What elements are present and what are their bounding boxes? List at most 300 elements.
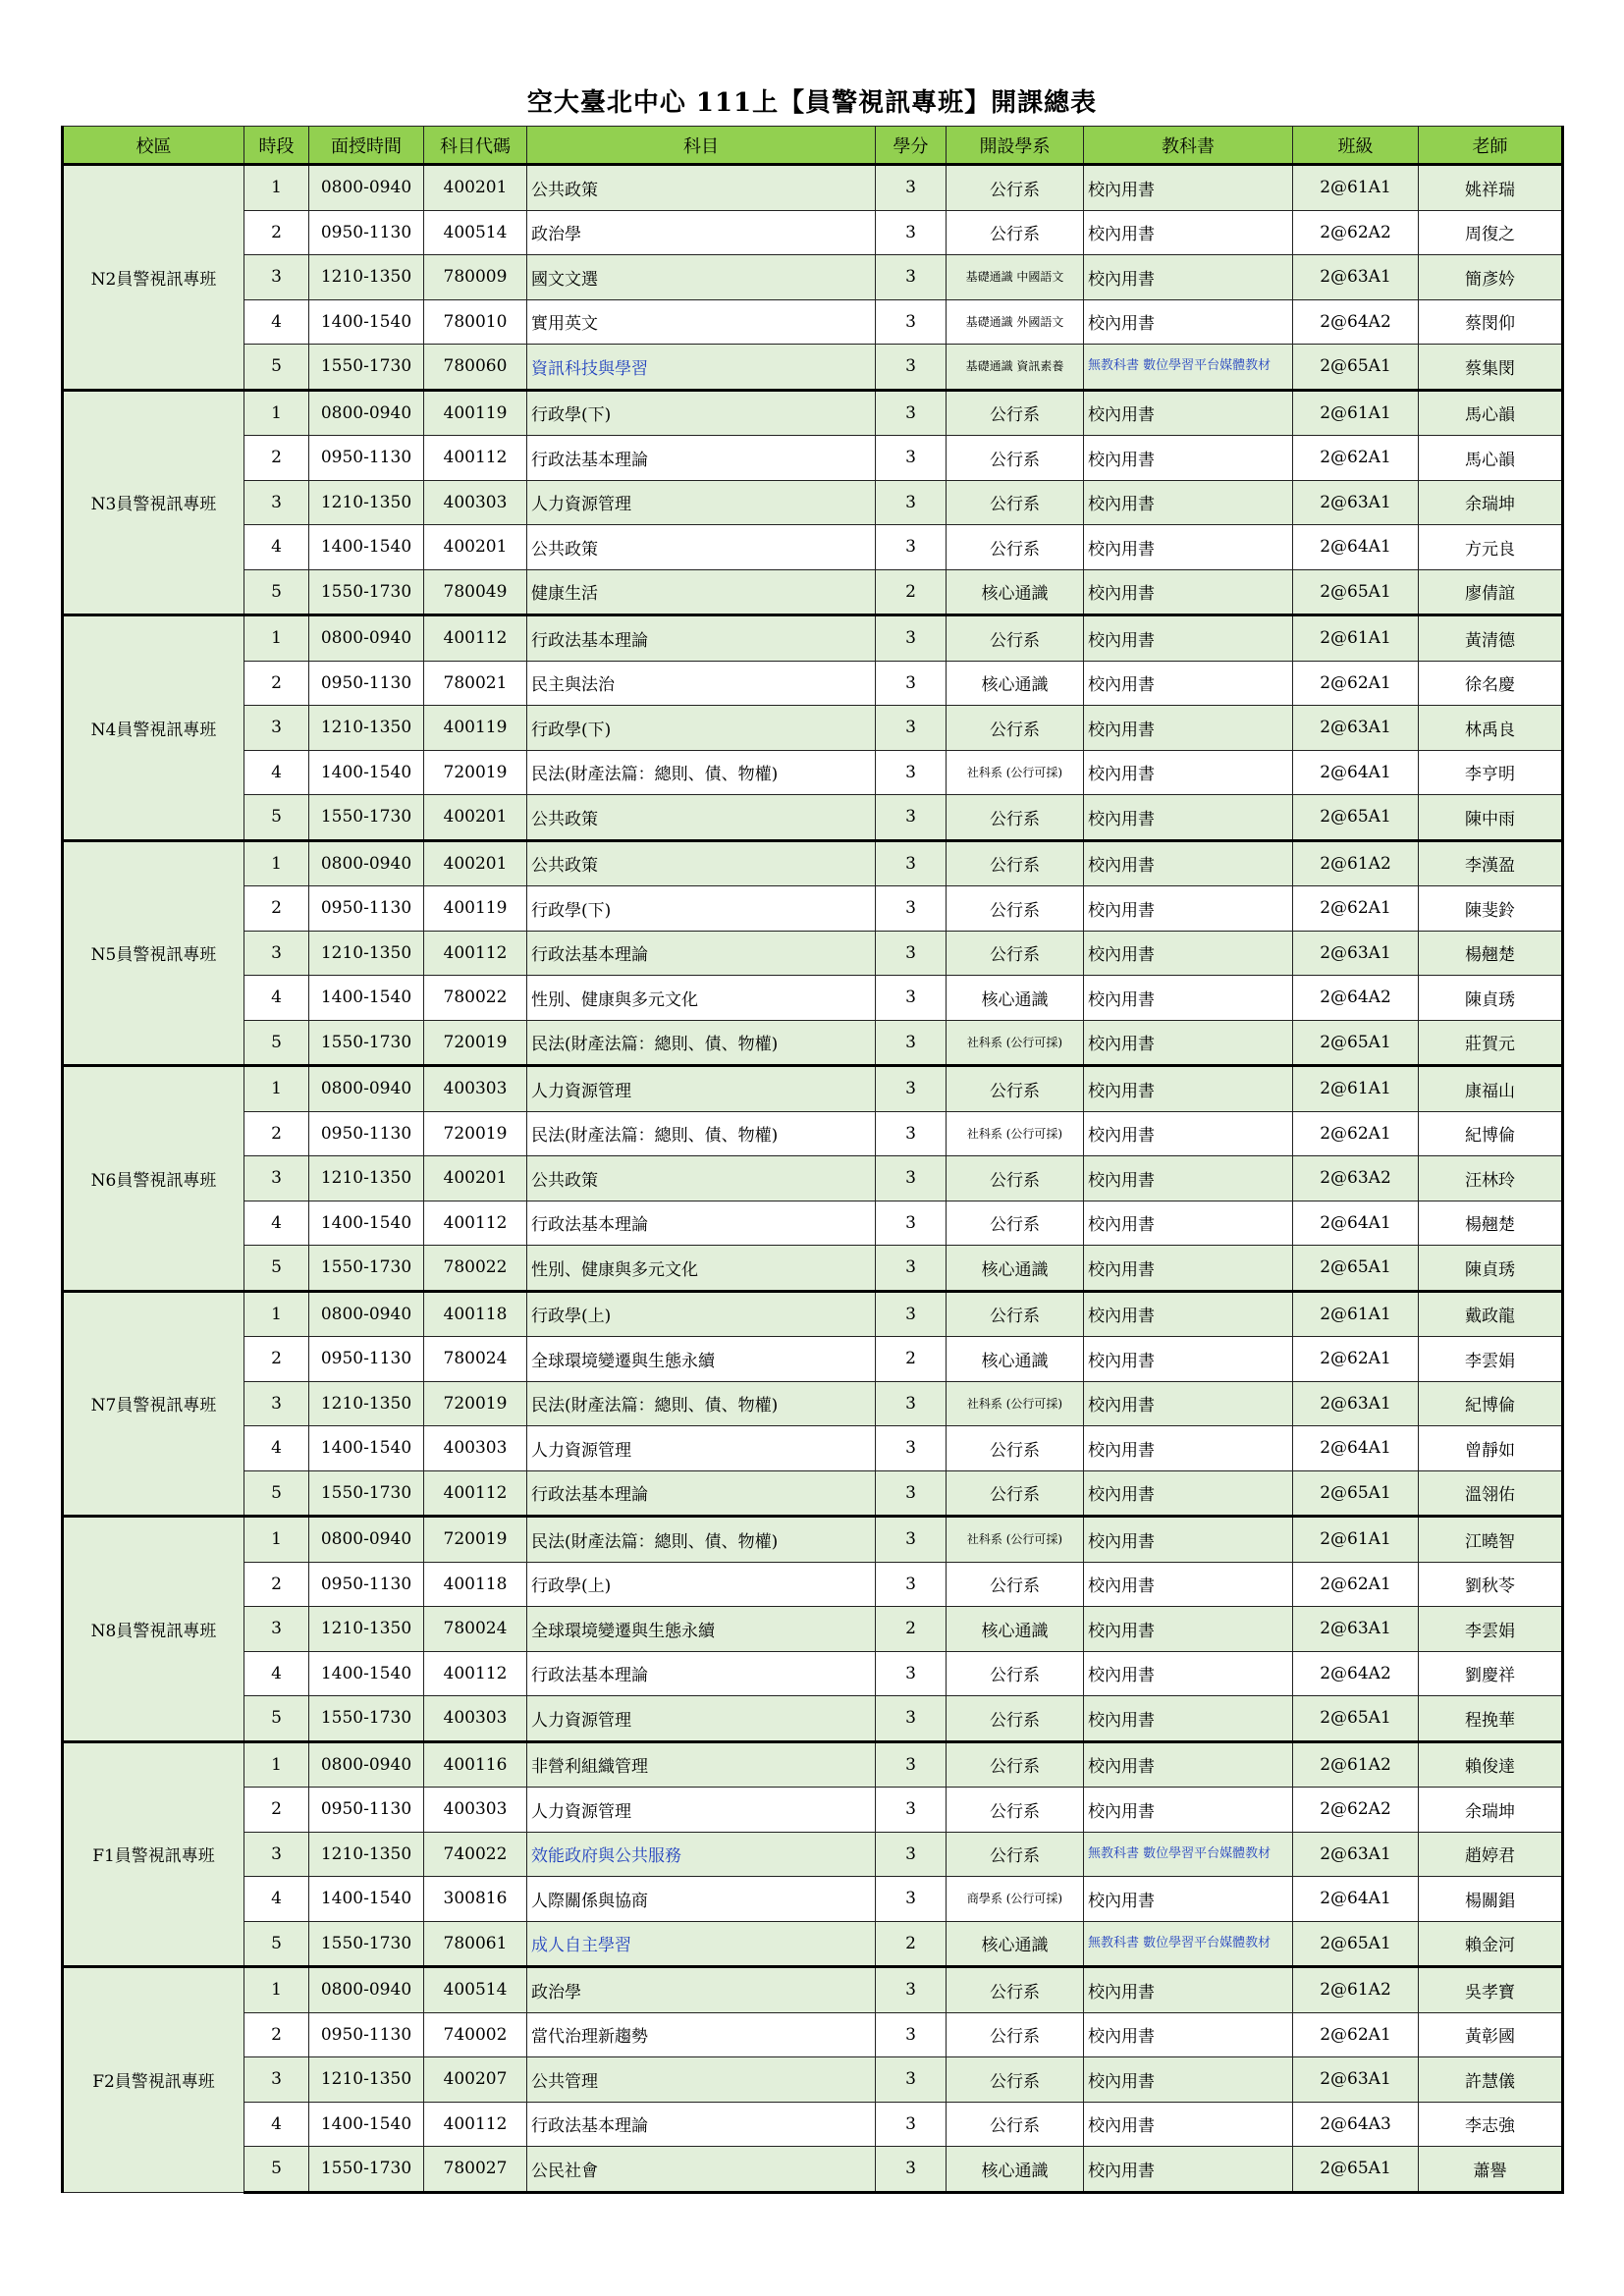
subject-cell: 民法(財產法篇：總則、債、物權): [527, 1020, 876, 1066]
campus-cell: N7員警視訊專班: [63, 1291, 244, 1517]
subject-cell: 全球環境變遷與生態永續: [527, 1337, 876, 1382]
header-class: 班級: [1293, 127, 1419, 165]
textbook-cell: 校內用書: [1084, 299, 1293, 345]
table-row: [63, 795, 1563, 841]
textbook-cell: 校內用書: [1084, 1111, 1293, 1156]
class-cell: 2@65A1: [1293, 1921, 1419, 1967]
textbook-cell: 校內用書: [1084, 931, 1293, 976]
teacher-cell: 陳貞琇: [1419, 1246, 1563, 1292]
code-cell: 400207: [424, 2057, 527, 2103]
code-cell: 720019: [424, 1020, 527, 1066]
teacher-cell: 江曉智: [1419, 1517, 1563, 1563]
credit-cell: 3: [876, 1470, 947, 1517]
credit-cell: 3: [876, 976, 947, 1021]
table-row: [63, 345, 1563, 391]
schedule-table: [61, 126, 1564, 2194]
teacher-cell: 李雲娟: [1419, 1607, 1563, 1652]
code-cell: 780027: [424, 2147, 527, 2193]
teacher-cell: 陳中雨: [1419, 795, 1563, 841]
table-row: [63, 1246, 1563, 1292]
code-cell: 400119: [424, 390, 527, 436]
header-campus: 校區: [63, 127, 244, 165]
campus-group: [63, 1967, 1563, 2193]
teacher-cell: 方元良: [1419, 525, 1563, 570]
teacher-cell: 汪林玲: [1419, 1156, 1563, 1201]
time-cell: 0800-0940: [309, 1967, 424, 2013]
textbook-cell: 校內用書: [1084, 1517, 1293, 1563]
dept-cell: 商學系 (公行可採): [947, 1877, 1084, 1922]
code-cell: 400112: [424, 615, 527, 662]
table-row: [63, 1517, 1563, 1563]
textbook-cell: 校內用書: [1084, 436, 1293, 481]
class-cell: 2@65A1: [1293, 2147, 1419, 2193]
header-teacher: 老師: [1419, 127, 1563, 165]
textbook-cell: 校內用書: [1084, 2057, 1293, 2103]
teacher-cell: 紀博倫: [1419, 1111, 1563, 1156]
code-cell: 720019: [424, 1517, 527, 1563]
table-row: [63, 1832, 1563, 1877]
teacher-cell: 李雲娟: [1419, 1337, 1563, 1382]
slot-cell: 2: [244, 1111, 309, 1156]
credit-cell: 3: [876, 2102, 947, 2147]
slot-cell: 2: [244, 1788, 309, 1833]
subject-cell: 民主與法治: [527, 661, 876, 706]
credit-cell: 2: [876, 569, 947, 615]
class-cell: 2@63A1: [1293, 255, 1419, 300]
table-row: [63, 2057, 1563, 2103]
header-credit: 學分: [876, 127, 947, 165]
table-row: [63, 1111, 1563, 1156]
teacher-cell: 許慧儀: [1419, 2057, 1563, 2103]
subject-cell: 人際關係與協商: [527, 1877, 876, 1922]
table-row: [63, 1651, 1563, 1696]
teacher-cell: 楊翹楚: [1419, 1201, 1563, 1246]
code-cell: 400201: [424, 1156, 527, 1201]
code-cell: 780049: [424, 569, 527, 615]
textbook-cell: 校內用書: [1084, 2102, 1293, 2147]
dept-cell: 公行系: [947, 706, 1084, 751]
dept-cell: 社科系 (公行可採): [947, 750, 1084, 795]
credit-cell: 3: [876, 1426, 947, 1471]
credit-cell: 3: [876, 1517, 947, 1563]
credit-cell: 3: [876, 1562, 947, 1607]
teacher-cell: 吳孝寶: [1419, 1967, 1563, 2013]
teacher-cell: 簡彥妗: [1419, 255, 1563, 300]
slot-cell: 2: [244, 1337, 309, 1382]
dept-cell: 公行系: [947, 1562, 1084, 1607]
credit-cell: 2: [876, 1921, 947, 1967]
teacher-cell: 賴俊達: [1419, 1741, 1563, 1788]
time-cell: 1400-1540: [309, 976, 424, 1021]
class-cell: 2@64A3: [1293, 2102, 1419, 2147]
slot-cell: 3: [244, 2057, 309, 2103]
teacher-cell: 周復之: [1419, 210, 1563, 255]
time-cell: 1550-1730: [309, 795, 424, 841]
dept-cell: 核心通識: [947, 2147, 1084, 2193]
code-cell: 400201: [424, 165, 527, 211]
dept-cell: 核心通識: [947, 1337, 1084, 1382]
teacher-cell: 賴金河: [1419, 1921, 1563, 1967]
dept-cell: 公行系: [947, 480, 1084, 525]
subject-cell: 行政法基本理論: [527, 2102, 876, 2147]
campus-cell: N5員警視訊專班: [63, 840, 244, 1066]
slot-cell: 4: [244, 525, 309, 570]
code-cell: 780060: [424, 345, 527, 391]
subject-cell: 行政法基本理論: [527, 436, 876, 481]
code-cell: 400112: [424, 2102, 527, 2147]
time-cell: 1400-1540: [309, 1426, 424, 1471]
table-row: [63, 1921, 1563, 1967]
textbook-cell: 校內用書: [1084, 1291, 1293, 1337]
class-cell: 2@65A1: [1293, 569, 1419, 615]
dept-cell: 基礎通識 中國語文: [947, 255, 1084, 300]
subject-cell: 資訊科技與學習: [527, 345, 876, 391]
campus-group: [63, 615, 1563, 841]
subject-cell: 行政法基本理論: [527, 1470, 876, 1517]
dept-cell: 公行系: [947, 1967, 1084, 2013]
teacher-cell: 康福山: [1419, 1066, 1563, 1112]
time-cell: 1210-1350: [309, 1607, 424, 1652]
time-cell: 1210-1350: [309, 1381, 424, 1426]
campus-cell: N4員警視訊專班: [63, 615, 244, 841]
dept-cell: 公行系: [947, 1156, 1084, 1201]
slot-cell: 3: [244, 480, 309, 525]
credit-cell: 2: [876, 1607, 947, 1652]
class-cell: 2@65A1: [1293, 795, 1419, 841]
textbook-cell: 校內用書: [1084, 1967, 1293, 2013]
slot-cell: 3: [244, 1156, 309, 1201]
dept-cell: 公行系: [947, 1696, 1084, 1742]
slot-cell: 4: [244, 2102, 309, 2147]
dept-cell: 社科系 (公行可採): [947, 1381, 1084, 1426]
subject-cell: 全球環境變遷與生態永續: [527, 1607, 876, 1652]
slot-cell: 5: [244, 1921, 309, 1967]
teacher-cell: 劉慶祥: [1419, 1651, 1563, 1696]
code-cell: 400112: [424, 1470, 527, 1517]
textbook-cell: 校內用書: [1084, 1562, 1293, 1607]
class-cell: 2@65A1: [1293, 1020, 1419, 1066]
class-cell: 2@61A1: [1293, 615, 1419, 662]
campus-group: [63, 1291, 1563, 1517]
slot-cell: 4: [244, 299, 309, 345]
teacher-cell: 劉秋苓: [1419, 1562, 1563, 1607]
table-row: [63, 1562, 1563, 1607]
table-row: [63, 661, 1563, 706]
credit-cell: 3: [876, 165, 947, 211]
credit-cell: 3: [876, 2147, 947, 2193]
time-cell: 1210-1350: [309, 480, 424, 525]
credit-cell: 3: [876, 661, 947, 706]
subject-cell: 人力資源管理: [527, 1788, 876, 1833]
subject-cell: 政治學: [527, 1967, 876, 2013]
teacher-cell: 趙婷君: [1419, 1832, 1563, 1877]
textbook-cell: 校內用書: [1084, 795, 1293, 841]
teacher-cell: 余瑞坤: [1419, 480, 1563, 525]
table-row: [63, 2147, 1563, 2193]
teacher-cell: 黃清德: [1419, 615, 1563, 662]
class-cell: 2@62A1: [1293, 886, 1419, 932]
campus-group: [63, 1066, 1563, 1292]
time-cell: 0800-0940: [309, 1066, 424, 1112]
table-row: [63, 1741, 1563, 1788]
campus-group: [63, 1517, 1563, 1742]
subject-cell: 公共政策: [527, 795, 876, 841]
table-row: [63, 2012, 1563, 2057]
dept-cell: 公行系: [947, 1651, 1084, 1696]
time-cell: 1210-1350: [309, 2057, 424, 2103]
class-cell: 2@64A1: [1293, 1426, 1419, 1471]
campus-group: [63, 165, 1563, 391]
slot-cell: 1: [244, 165, 309, 211]
slot-cell: 3: [244, 1607, 309, 1652]
subject-cell: 公共政策: [527, 165, 876, 211]
slot-cell: 1: [244, 840, 309, 886]
subject-cell: 實用英文: [527, 299, 876, 345]
credit-cell: 3: [876, 436, 947, 481]
time-cell: 1400-1540: [309, 2102, 424, 2147]
time-cell: 1210-1350: [309, 255, 424, 300]
class-cell: 2@64A1: [1293, 750, 1419, 795]
table-row: [63, 1877, 1563, 1922]
header-slot: 時段: [244, 127, 309, 165]
time-cell: 1550-1730: [309, 1246, 424, 1292]
slot-cell: 3: [244, 1381, 309, 1426]
dept-cell: 公行系: [947, 2012, 1084, 2057]
textbook-cell: 校內用書: [1084, 840, 1293, 886]
class-cell: 2@65A1: [1293, 1246, 1419, 1292]
textbook-cell: 校內用書: [1084, 165, 1293, 211]
dept-cell: 公行系: [947, 1832, 1084, 1877]
campus-cell: F2員警視訊專班: [63, 1967, 244, 2193]
teacher-cell: 楊關錩: [1419, 1877, 1563, 1922]
dept-cell: 公行系: [947, 1291, 1084, 1337]
teacher-cell: 廖倩誼: [1419, 569, 1563, 615]
class-cell: 2@64A1: [1293, 525, 1419, 570]
subject-cell: 民法(財產法篇：總則、債、物權): [527, 750, 876, 795]
code-cell: 400112: [424, 436, 527, 481]
code-cell: 780009: [424, 255, 527, 300]
class-cell: 2@61A1: [1293, 1066, 1419, 1112]
table-row: [63, 390, 1563, 436]
dept-cell: 社科系 (公行可採): [947, 1111, 1084, 1156]
time-cell: 0950-1130: [309, 1788, 424, 1833]
code-cell: 400201: [424, 525, 527, 570]
time-cell: 1210-1350: [309, 706, 424, 751]
textbook-cell: 校內用書: [1084, 1607, 1293, 1652]
textbook-cell: 校內用書: [1084, 661, 1293, 706]
slot-cell: 5: [244, 569, 309, 615]
slot-cell: 3: [244, 255, 309, 300]
time-cell: 1400-1540: [309, 1651, 424, 1696]
dept-cell: 社科系 (公行可採): [947, 1020, 1084, 1066]
subject-cell: 行政學(上): [527, 1562, 876, 1607]
table-row: [63, 480, 1563, 525]
time-cell: 1400-1540: [309, 750, 424, 795]
textbook-cell: 校內用書: [1084, 1788, 1293, 1833]
table-row: [63, 840, 1563, 886]
class-cell: 2@63A1: [1293, 480, 1419, 525]
credit-cell: 3: [876, 1741, 947, 1788]
textbook-cell: 校內用書: [1084, 886, 1293, 932]
textbook-cell: 校內用書: [1084, 1020, 1293, 1066]
campus-group: [63, 840, 1563, 1066]
class-cell: 2@61A2: [1293, 840, 1419, 886]
code-cell: 400514: [424, 210, 527, 255]
time-cell: 0950-1130: [309, 210, 424, 255]
teacher-cell: 馬心韻: [1419, 390, 1563, 436]
slot-cell: 1: [244, 1291, 309, 1337]
credit-cell: 3: [876, 525, 947, 570]
subject-cell: 人力資源管理: [527, 1696, 876, 1742]
table-row: [63, 255, 1563, 300]
subject-cell: 民法(財產法篇：總則、債、物權): [527, 1517, 876, 1563]
table-row: [63, 931, 1563, 976]
code-cell: 780024: [424, 1337, 527, 1382]
slot-cell: 2: [244, 661, 309, 706]
table-row: [63, 525, 1563, 570]
table-row: [63, 1470, 1563, 1517]
textbook-cell: 校內用書: [1084, 1066, 1293, 1112]
slot-cell: 4: [244, 1426, 309, 1471]
credit-cell: 3: [876, 210, 947, 255]
textbook-cell: 校內用書: [1084, 1470, 1293, 1517]
credit-cell: 3: [876, 1291, 947, 1337]
textbook-cell: 校內用書: [1084, 976, 1293, 1021]
dept-cell: 公行系: [947, 931, 1084, 976]
code-cell: 400118: [424, 1291, 527, 1337]
page-title: 空大臺北中心 111上【員警視訊專班】開課總表: [526, 88, 1098, 118]
dept-cell: 公行系: [947, 2057, 1084, 2103]
code-cell: 720019: [424, 1111, 527, 1156]
dept-cell: 公行系: [947, 1066, 1084, 1112]
dept-cell: 核心通識: [947, 1246, 1084, 1292]
credit-cell: 3: [876, 345, 947, 391]
campus-cell: F1員警視訊專班: [63, 1741, 244, 1967]
table-row: [63, 1020, 1563, 1066]
time-cell: 0950-1130: [309, 1111, 424, 1156]
table-row: [63, 436, 1563, 481]
slot-cell: 1: [244, 1741, 309, 1788]
textbook-cell: 校內用書: [1084, 615, 1293, 662]
subject-cell: 政治學: [527, 210, 876, 255]
slot-cell: 5: [244, 1696, 309, 1742]
teacher-cell: 戴政龍: [1419, 1291, 1563, 1337]
dept-cell: 公行系: [947, 1426, 1084, 1471]
textbook-cell: 校內用書: [1084, 2147, 1293, 2193]
credit-cell: 3: [876, 1066, 947, 1112]
table-row: [63, 1201, 1563, 1246]
dept-cell: 公行系: [947, 615, 1084, 662]
campus-group: [63, 1741, 1563, 1967]
code-cell: 720019: [424, 1381, 527, 1426]
table-row: [63, 210, 1563, 255]
dept-cell: 公行系: [947, 886, 1084, 932]
table-row: [63, 165, 1563, 211]
textbook-cell: 校內用書: [1084, 1741, 1293, 1788]
dept-cell: 公行系: [947, 1741, 1084, 1788]
code-cell: 400303: [424, 1066, 527, 1112]
slot-cell: 5: [244, 1470, 309, 1517]
subject-cell: 公民社會: [527, 2147, 876, 2193]
subject-cell: 性別、健康與多元文化: [527, 1246, 876, 1292]
campus-cell: N2員警視訊專班: [63, 165, 244, 391]
campus-group: [63, 390, 1563, 615]
time-cell: 1550-1730: [309, 1921, 424, 1967]
class-cell: 2@63A1: [1293, 2057, 1419, 2103]
credit-cell: 3: [876, 840, 947, 886]
slot-cell: 5: [244, 1020, 309, 1066]
teacher-cell: 楊翹楚: [1419, 931, 1563, 976]
teacher-cell: 陳斐鈴: [1419, 886, 1563, 932]
dept-cell: 公行系: [947, 2102, 1084, 2147]
subject-cell: 當代治理新趨勢: [527, 2012, 876, 2057]
dept-cell: 核心通識: [947, 1921, 1084, 1967]
textbook-cell: 校內用書: [1084, 750, 1293, 795]
table-row: [63, 1291, 1563, 1337]
textbook-cell: 校內用書: [1084, 1246, 1293, 1292]
slot-cell: 2: [244, 2012, 309, 2057]
textbook-cell: 無教科書 數位學習平台媒體教材: [1084, 1921, 1293, 1967]
time-cell: 1400-1540: [309, 1877, 424, 1922]
subject-cell: 公共政策: [527, 1156, 876, 1201]
teacher-cell: 紀博倫: [1419, 1381, 1563, 1426]
code-cell: 400112: [424, 1201, 527, 1246]
dept-cell: 核心通識: [947, 976, 1084, 1021]
slot-cell: 4: [244, 1201, 309, 1246]
class-cell: 2@63A1: [1293, 1381, 1419, 1426]
code-cell: 400303: [424, 1696, 527, 1742]
teacher-cell: 李漢盈: [1419, 840, 1563, 886]
header-row: [63, 127, 1563, 165]
table-row: [63, 750, 1563, 795]
time-cell: 1550-1730: [309, 2147, 424, 2193]
code-cell: 780061: [424, 1921, 527, 1967]
dept-cell: 基礎通識 資訊素養: [947, 345, 1084, 391]
code-cell: 400119: [424, 886, 527, 932]
subject-cell: 行政學(下): [527, 706, 876, 751]
time-cell: 1550-1730: [309, 1696, 424, 1742]
dept-cell: 核心通識: [947, 569, 1084, 615]
credit-cell: 3: [876, 1156, 947, 1201]
subject-cell: 行政學(下): [527, 886, 876, 932]
slot-cell: 1: [244, 615, 309, 662]
table-row: [63, 1607, 1563, 1652]
slot-cell: 4: [244, 750, 309, 795]
slot-cell: 4: [244, 976, 309, 1021]
class-cell: 2@61A1: [1293, 390, 1419, 436]
teacher-cell: 蕭譽: [1419, 2147, 1563, 2193]
credit-cell: 2: [876, 1337, 947, 1382]
subject-cell: 民法(財產法篇：總則、債、物權): [527, 1381, 876, 1426]
time-cell: 0950-1130: [309, 1562, 424, 1607]
credit-cell: 3: [876, 2012, 947, 2057]
code-cell: 400112: [424, 1651, 527, 1696]
table-row: [63, 1426, 1563, 1471]
credit-cell: 3: [876, 1201, 947, 1246]
subject-cell: 行政學(下): [527, 390, 876, 436]
subject-cell: 公共管理: [527, 2057, 876, 2103]
code-cell: 780024: [424, 1607, 527, 1652]
time-cell: 0800-0940: [309, 1517, 424, 1563]
table-row: [63, 706, 1563, 751]
table-row: [63, 1156, 1563, 1201]
dept-cell: 核心通識: [947, 661, 1084, 706]
slot-cell: 3: [244, 931, 309, 976]
credit-cell: 3: [876, 706, 947, 751]
code-cell: 400303: [424, 480, 527, 525]
code-cell: 780021: [424, 661, 527, 706]
credit-cell: 3: [876, 1020, 947, 1066]
